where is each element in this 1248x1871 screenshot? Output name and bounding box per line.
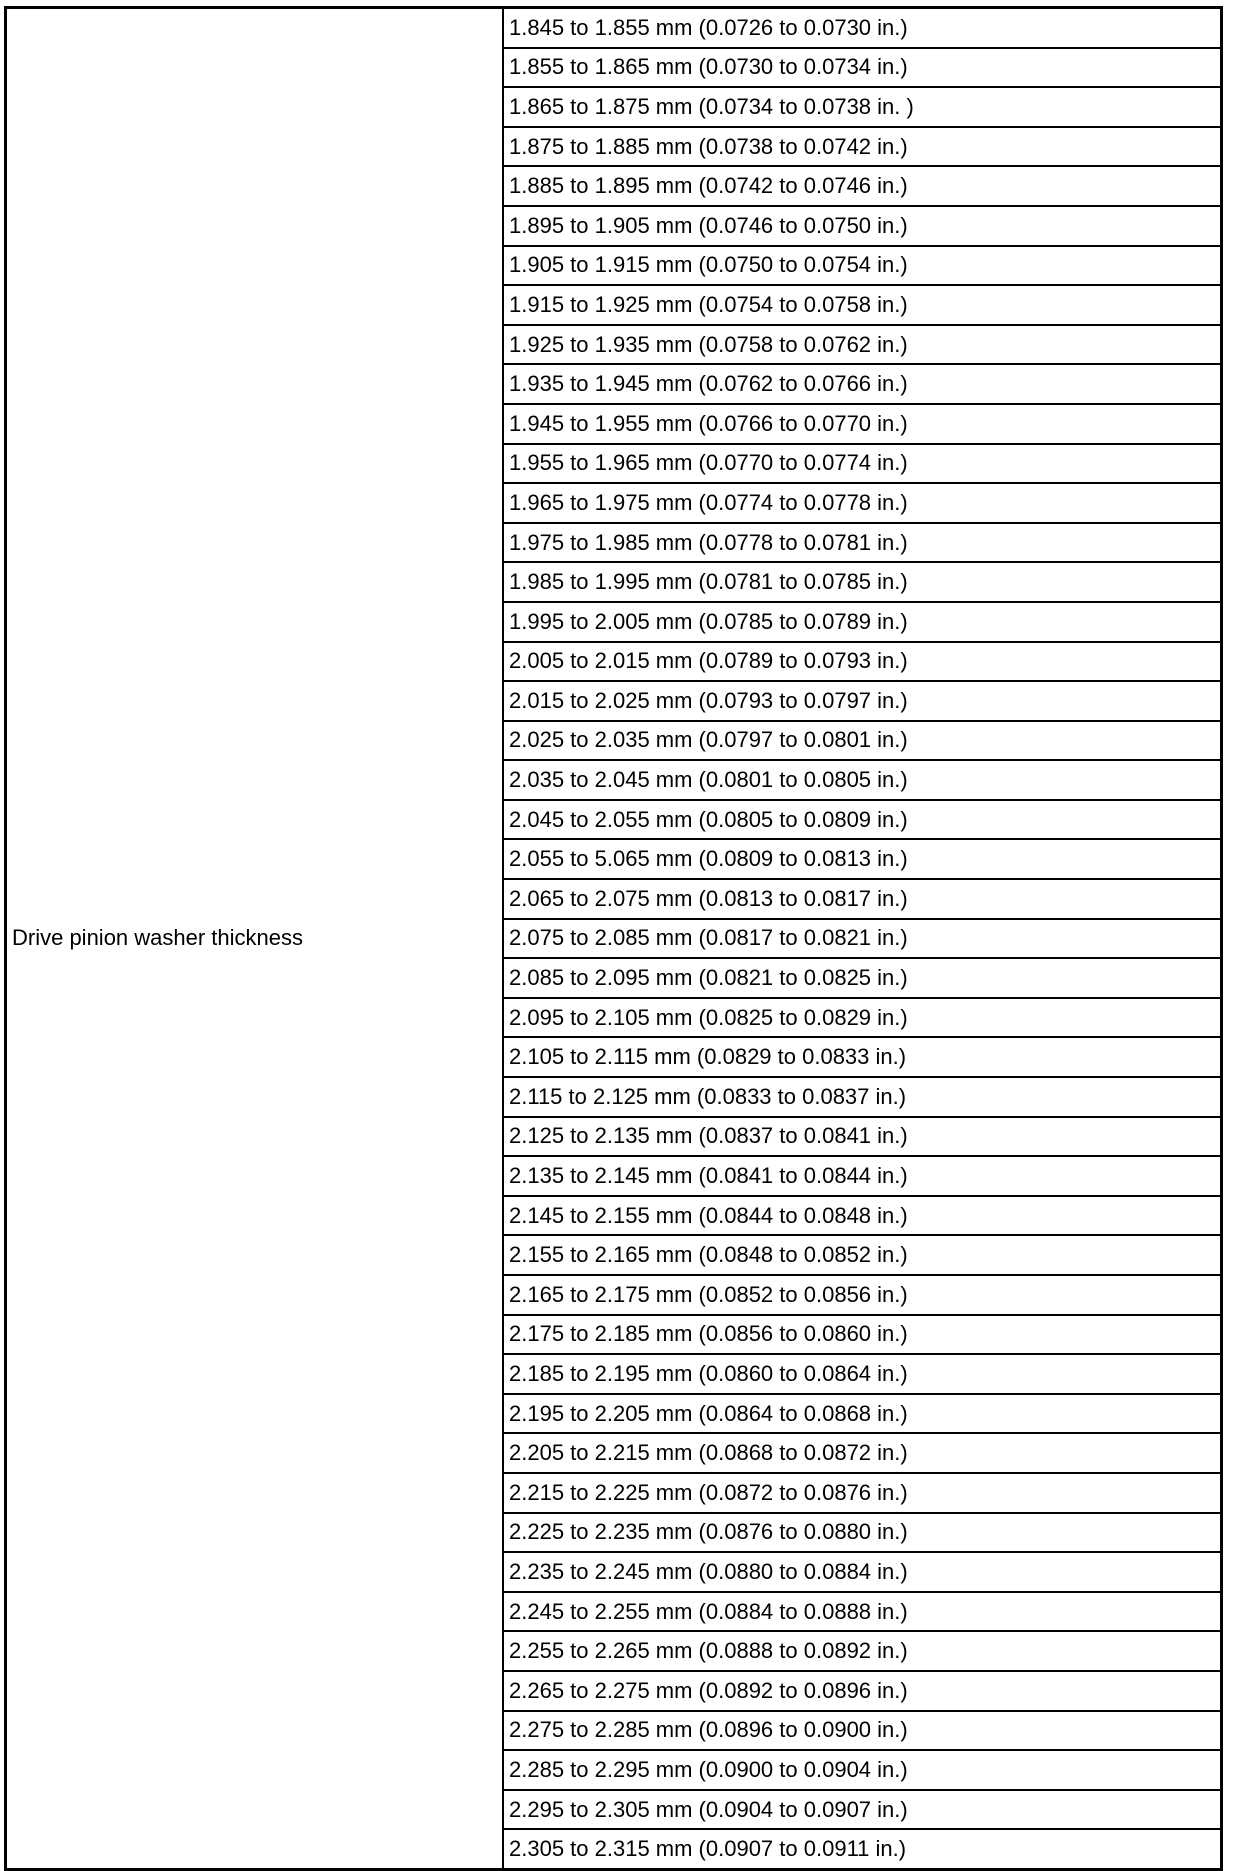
- thickness-value: 2.155 to 2.165 mm (0.0848 to 0.0852 in.): [503, 1235, 1222, 1275]
- thickness-value: 1.995 to 2.005 mm (0.0785 to 0.0789 in.): [503, 602, 1222, 642]
- thickness-value: 2.215 to 2.225 mm (0.0872 to 0.0876 in.): [503, 1473, 1222, 1513]
- thickness-value: 2.145 to 2.155 mm (0.0844 to 0.0848 in.): [503, 1196, 1222, 1236]
- thickness-value: 1.865 to 1.875 mm (0.0734 to 0.0738 in. ): [503, 87, 1222, 127]
- thickness-value: 2.305 to 2.315 mm (0.0907 to 0.0911 in.): [503, 1829, 1222, 1869]
- thickness-value: 2.065 to 2.075 mm (0.0813 to 0.0817 in.): [503, 879, 1222, 919]
- thickness-value: 2.295 to 2.305 mm (0.0904 to 0.0907 in.): [503, 1790, 1222, 1830]
- thickness-value: 2.275 to 2.285 mm (0.0896 to 0.0900 in.): [503, 1711, 1222, 1751]
- thickness-value: 2.035 to 2.045 mm (0.0801 to 0.0805 in.): [503, 760, 1222, 800]
- thickness-value: 2.175 to 2.185 mm (0.0856 to 0.0860 in.): [503, 1315, 1222, 1355]
- thickness-value: 1.925 to 1.935 mm (0.0758 to 0.0762 in.): [503, 325, 1222, 365]
- thickness-value: 2.045 to 2.055 mm (0.0805 to 0.0809 in.): [503, 800, 1222, 840]
- thickness-value: 1.985 to 1.995 mm (0.0781 to 0.0785 in.): [503, 562, 1222, 602]
- thickness-value: 2.265 to 2.275 mm (0.0892 to 0.0896 in.): [503, 1671, 1222, 1711]
- thickness-value: 2.225 to 2.235 mm (0.0876 to 0.0880 in.): [503, 1513, 1222, 1553]
- thickness-value: 2.055 to 5.065 mm (0.0809 to 0.0813 in.): [503, 839, 1222, 879]
- thickness-value: 2.105 to 2.115 mm (0.0829 to 0.0833 in.): [503, 1037, 1222, 1077]
- thickness-value: 2.205 to 2.215 mm (0.0868 to 0.0872 in.): [503, 1433, 1222, 1473]
- thickness-value: 1.875 to 1.885 mm (0.0738 to 0.0742 in.): [503, 127, 1222, 167]
- thickness-value: 2.245 to 2.255 mm (0.0884 to 0.0888 in.): [503, 1592, 1222, 1632]
- table-row: [6, 8, 1222, 48]
- thickness-value: 1.915 to 1.925 mm (0.0754 to 0.0758 in.): [503, 285, 1222, 325]
- thickness-value: 2.235 to 2.245 mm (0.0880 to 0.0884 in.): [503, 1552, 1222, 1592]
- thickness-value: 1.895 to 1.905 mm (0.0746 to 0.0750 in.): [503, 206, 1222, 246]
- table-body: [6, 8, 1222, 1870]
- thickness-value: 2.185 to 2.195 mm (0.0860 to 0.0864 in.): [503, 1354, 1222, 1394]
- thickness-value: 2.075 to 2.085 mm (0.0817 to 0.0821 in.): [503, 919, 1222, 959]
- thickness-value: 2.285 to 2.295 mm (0.0900 to 0.0904 in.): [503, 1750, 1222, 1790]
- thickness-value: 2.255 to 2.265 mm (0.0888 to 0.0892 in.): [503, 1631, 1222, 1671]
- washer-thickness-table: [4, 6, 1223, 1871]
- thickness-value: 2.195 to 2.205 mm (0.0864 to 0.0868 in.): [503, 1394, 1222, 1434]
- thickness-value: 1.955 to 1.965 mm (0.0770 to 0.0774 in.): [503, 444, 1222, 484]
- thickness-value: 1.975 to 1.985 mm (0.0778 to 0.0781 in.): [503, 523, 1222, 563]
- thickness-value: 2.125 to 2.135 mm (0.0837 to 0.0841 in.): [503, 1117, 1222, 1157]
- thickness-value: 1.855 to 1.865 mm (0.0730 to 0.0734 in.): [503, 48, 1222, 88]
- thickness-value: 1.845 to 1.855 mm (0.0726 to 0.0730 in.): [503, 8, 1222, 48]
- thickness-value: 2.025 to 2.035 mm (0.0797 to 0.0801 in.): [503, 721, 1222, 761]
- thickness-value: 1.935 to 1.945 mm (0.0762 to 0.0766 in.): [503, 364, 1222, 404]
- thickness-value: 1.905 to 1.915 mm (0.0750 to 0.0754 in.): [503, 246, 1222, 286]
- thickness-value: 2.165 to 2.175 mm (0.0852 to 0.0856 in.): [503, 1275, 1222, 1315]
- thickness-value: 2.015 to 2.025 mm (0.0793 to 0.0797 in.): [503, 681, 1222, 721]
- thickness-value: 2.095 to 2.105 mm (0.0825 to 0.0829 in.): [503, 998, 1222, 1038]
- thickness-value: 2.115 to 2.125 mm (0.0833 to 0.0837 in.): [503, 1077, 1222, 1117]
- thickness-value: 1.965 to 1.975 mm (0.0774 to 0.0778 in.): [503, 483, 1222, 523]
- thickness-value: 2.005 to 2.015 mm (0.0789 to 0.0793 in.): [503, 642, 1222, 682]
- spec-label: Drive pinion washer thickness: [6, 8, 504, 1870]
- thickness-value: 2.135 to 2.145 mm (0.0841 to 0.0844 in.): [503, 1156, 1222, 1196]
- thickness-value: 2.085 to 2.095 mm (0.0821 to 0.0825 in.): [503, 958, 1222, 998]
- thickness-value: 1.885 to 1.895 mm (0.0742 to 0.0746 in.): [503, 166, 1222, 206]
- thickness-value: 1.945 to 1.955 mm (0.0766 to 0.0770 in.): [503, 404, 1222, 444]
